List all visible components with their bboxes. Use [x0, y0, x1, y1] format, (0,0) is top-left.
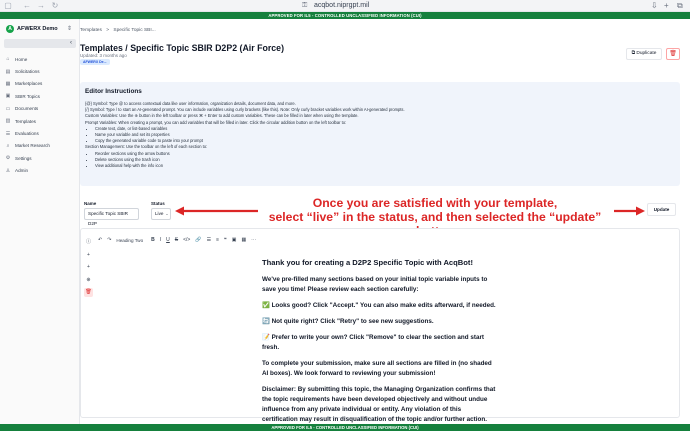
- sidebar-item-label: Admin: [15, 168, 29, 174]
- document-paragraph: 🔄 Not quite right? Click "Retry" to see new suggestions.: [262, 318, 434, 325]
- duplicate-label: Duplicate: [636, 51, 657, 56]
- sidebar-item-label: Marketplaces: [15, 81, 43, 87]
- image-icon[interactable]: ▣: [231, 237, 237, 243]
- sidebar-item-home[interactable]: [0, 53, 80, 65]
- list-item: • Name your variable and set its properties: [95, 132, 675, 138]
- instructions-title: Editor Instructions: [85, 88, 142, 95]
- document-paragraph: ✅ Looks good? Click "Accept." You can also make edits afterward, if needed.: [262, 302, 496, 309]
- lock-icon: ⚿: [302, 2, 308, 9]
- status-label: Status: [151, 201, 165, 206]
- home-icon: ⌂: [6, 56, 10, 63]
- status-value: Live: [155, 211, 164, 216]
- address-bar[interactable]: acqbot.niprgpt.mil: [314, 2, 370, 9]
- redo-icon[interactable]: ↷: [107, 237, 112, 243]
- tabs-overview-icon[interactable]: ⧉: [677, 1, 683, 10]
- sidebar-item-settings[interactable]: [0, 152, 80, 164]
- document-content[interactable]: [262, 258, 498, 431]
- sidebar-item-admin[interactable]: [0, 165, 80, 177]
- search-icon: ⌕: [6, 142, 10, 149]
- cui-banner-top: APPROVED FOR IL5 - CONTROLLED UNCLASSIFIED INFORMATION (CUI): [0, 12, 690, 19]
- info-icon[interactable]: ⓘ: [85, 239, 91, 245]
- document-paragraph: 📝 Prefer to write your own? Click "Remove" to clear the section and start fresh.: [262, 334, 485, 351]
- collapse-sidebar-button[interactable]: ‹: [4, 39, 76, 48]
- list-icon: ☰: [5, 130, 11, 137]
- cui-banner-bottom: APPROVED FOR IL5 - CONTROLLED UNCLASSIFIED INFORMATION (CUI): [0, 424, 690, 431]
- prompt-variable-list: [85, 126, 675, 145]
- org-name: AFWERX Demo: [17, 26, 58, 32]
- page-title: Templates / Specific Topic SBIR D2P2 (Air Force): [80, 43, 285, 53]
- status-select[interactable]: [151, 208, 171, 220]
- code-icon[interactable]: </>: [183, 237, 191, 243]
- sidebar-item-label: Home: [15, 56, 28, 62]
- sidebar-item-templates[interactable]: [0, 115, 80, 127]
- underline-icon[interactable]: U: [166, 237, 170, 243]
- store-icon: ▦: [5, 80, 11, 87]
- name-input[interactable]: Specific Topic SBIR D2P: [84, 208, 139, 220]
- link-icon[interactable]: 🔗: [195, 237, 202, 243]
- back-icon[interactable]: ←: [23, 1, 31, 10]
- list-item: • Copy the generated variable code to paste into your prompt: [95, 138, 675, 144]
- heading-select[interactable]: Heading Two: [116, 237, 144, 243]
- bullet-list-icon[interactable]: ☰: [206, 237, 212, 243]
- browser-toolbar: [0, 0, 690, 12]
- document-paragraph: To complete your submission, make sure all sections are filled in (no shaded AI boxes). We look forward to reviewing your submission!: [262, 360, 492, 377]
- trash-icon[interactable]: 🗑: [85, 289, 92, 295]
- update-button[interactable]: Update: [647, 203, 676, 216]
- sidebar-item-label: SBIR Topics: [15, 93, 40, 99]
- list-item: • View additional help with the info icon: [95, 163, 675, 169]
- section-management-title: Section Management: Use the toolbar on the left of each section to:: [85, 144, 208, 150]
- add-circle-icon[interactable]: ⊕: [86, 276, 91, 283]
- name-label: Name: [84, 201, 97, 206]
- sidebar-item-label: Templates: [15, 118, 36, 124]
- gear-icon: ⚙: [5, 155, 11, 162]
- copy-icon: ⧉: [631, 51, 637, 56]
- breadcrumb-templates[interactable]: Templates: [80, 28, 102, 33]
- left-arrow-icon: [175, 207, 258, 216]
- sidebar-item-documents[interactable]: [0, 103, 80, 115]
- list-item: • Create text, date, or list-based variables: [95, 126, 675, 132]
- user-icon: ♙: [5, 167, 11, 174]
- undo-icon[interactable]: ↶: [98, 237, 103, 243]
- right-arrow-icon: [614, 207, 645, 216]
- sidebar-item-solicitations[interactable]: [0, 65, 80, 77]
- italic-icon[interactable]: I: [159, 237, 162, 243]
- org-logo-icon: A: [6, 25, 14, 33]
- breadcrumb: [80, 28, 156, 33]
- trash-icon: 🗑: [669, 51, 677, 57]
- breadcrumb-separator: >: [106, 28, 110, 33]
- section-toolbar: [84, 238, 94, 301]
- template-icon: ▥: [5, 118, 11, 125]
- annotation-line-1: Once you are satisfied with your template,: [312, 196, 558, 210]
- new-tab-icon[interactable]: +: [664, 1, 669, 10]
- sidebar-item-marketplaces[interactable]: [0, 78, 80, 90]
- reload-icon[interactable]: ↻: [51, 1, 59, 10]
- editor-instructions-panel: [80, 82, 680, 186]
- chevron-updown-icon[interactable]: ⇕: [67, 26, 73, 32]
- sidebar-item-label: Solicitations: [15, 69, 40, 75]
- add-section-icon[interactable]: +: [87, 251, 90, 258]
- sidebar: [0, 19, 80, 424]
- strikethrough-icon[interactable]: S: [174, 237, 179, 243]
- sidebar-item-evaluations[interactable]: [0, 127, 80, 139]
- annotation-line-2: select “live” in the status, and then selected the “update”: [268, 210, 602, 224]
- sidebar-item-label: Documents: [15, 106, 39, 112]
- sidebar-item-label: Settings: [15, 155, 32, 161]
- document-heading: Thank you for creating a D2P2 Specific Topic with AcqBot!: [262, 258, 473, 267]
- instruction-line: {/} Symbol: Type / to start an AI-generated prompt. You can include variables using curly brackets (like this). Note: Only curly bracket variables work within AI-generated prompts.: [85, 107, 405, 113]
- delete-button[interactable]: [666, 48, 680, 60]
- breadcrumb-current: Specific Topic SBI...: [113, 28, 156, 33]
- org-tag-badge: AFWERX De...: [80, 59, 110, 65]
- table-icon[interactable]: ▦: [241, 237, 247, 243]
- org-switcher[interactable]: [6, 23, 58, 35]
- instruction-line: {@} Symbol: Type @ to access contextual data like user information, organization details, document data, and more.: [85, 101, 296, 106]
- document-paragraph: Disclaimer: By submitting this topic, the Managing Organization confirms that the topic requirements have been developed objectively and without undue influence from any private individual or entity. Any violation of this certification may result in disqualification of the topic and/or further action.: [262, 386, 496, 423]
- document-paragraph: We've pre-filled many sections based on your initial topic variable inputs to save you time! Please review each section carefully:: [262, 276, 488, 293]
- file-icon: ▤: [5, 68, 11, 75]
- ordered-list-icon[interactable]: ≡: [216, 237, 219, 243]
- more-icon[interactable]: ⋯: [251, 237, 257, 243]
- list-item: • Reorder sections using the arrow buttons: [95, 151, 675, 157]
- download-icon[interactable]: ⇩: [651, 1, 658, 10]
- section-management-list: [85, 151, 675, 170]
- document-icon: ▭: [5, 105, 11, 112]
- quote-icon[interactable]: ❝: [224, 237, 227, 243]
- instruction-line: Prompt Variables: When creating a prompt, you can add variables that will be filled in later. Click the circular addition button on the left toolbar to:: [85, 119, 347, 125]
- forward-icon[interactable]: →: [37, 1, 45, 10]
- topics-icon: ▣: [5, 93, 11, 100]
- list-item: • Delete sections using the trash icon: [95, 157, 675, 163]
- updated-timestamp: Updated: 3 months ago: [80, 53, 127, 58]
- sidebar-item-market-research[interactable]: [0, 140, 80, 152]
- sidebar-toggle-icon[interactable]: ▢: [4, 1, 12, 10]
- sidebar-item-label: Evaluations: [15, 131, 39, 137]
- editor-toolbar: [98, 235, 261, 245]
- duplicate-button[interactable]: [626, 48, 662, 60]
- bold-icon[interactable]: B: [151, 237, 155, 243]
- sidebar-nav: [0, 53, 80, 177]
- instruction-line: Custom Variables: Use the ⊕ button in the left toolbar or press ⌘ + Enter to add custom variables. These can be filled in later when using the template.: [85, 113, 359, 119]
- chevron-down-icon: ⌄: [165, 212, 169, 216]
- sidebar-item-label: Market Research: [15, 143, 50, 149]
- add-variable-icon[interactable]: +: [87, 264, 90, 270]
- sidebar-item-sbir-topics[interactable]: [0, 90, 80, 102]
